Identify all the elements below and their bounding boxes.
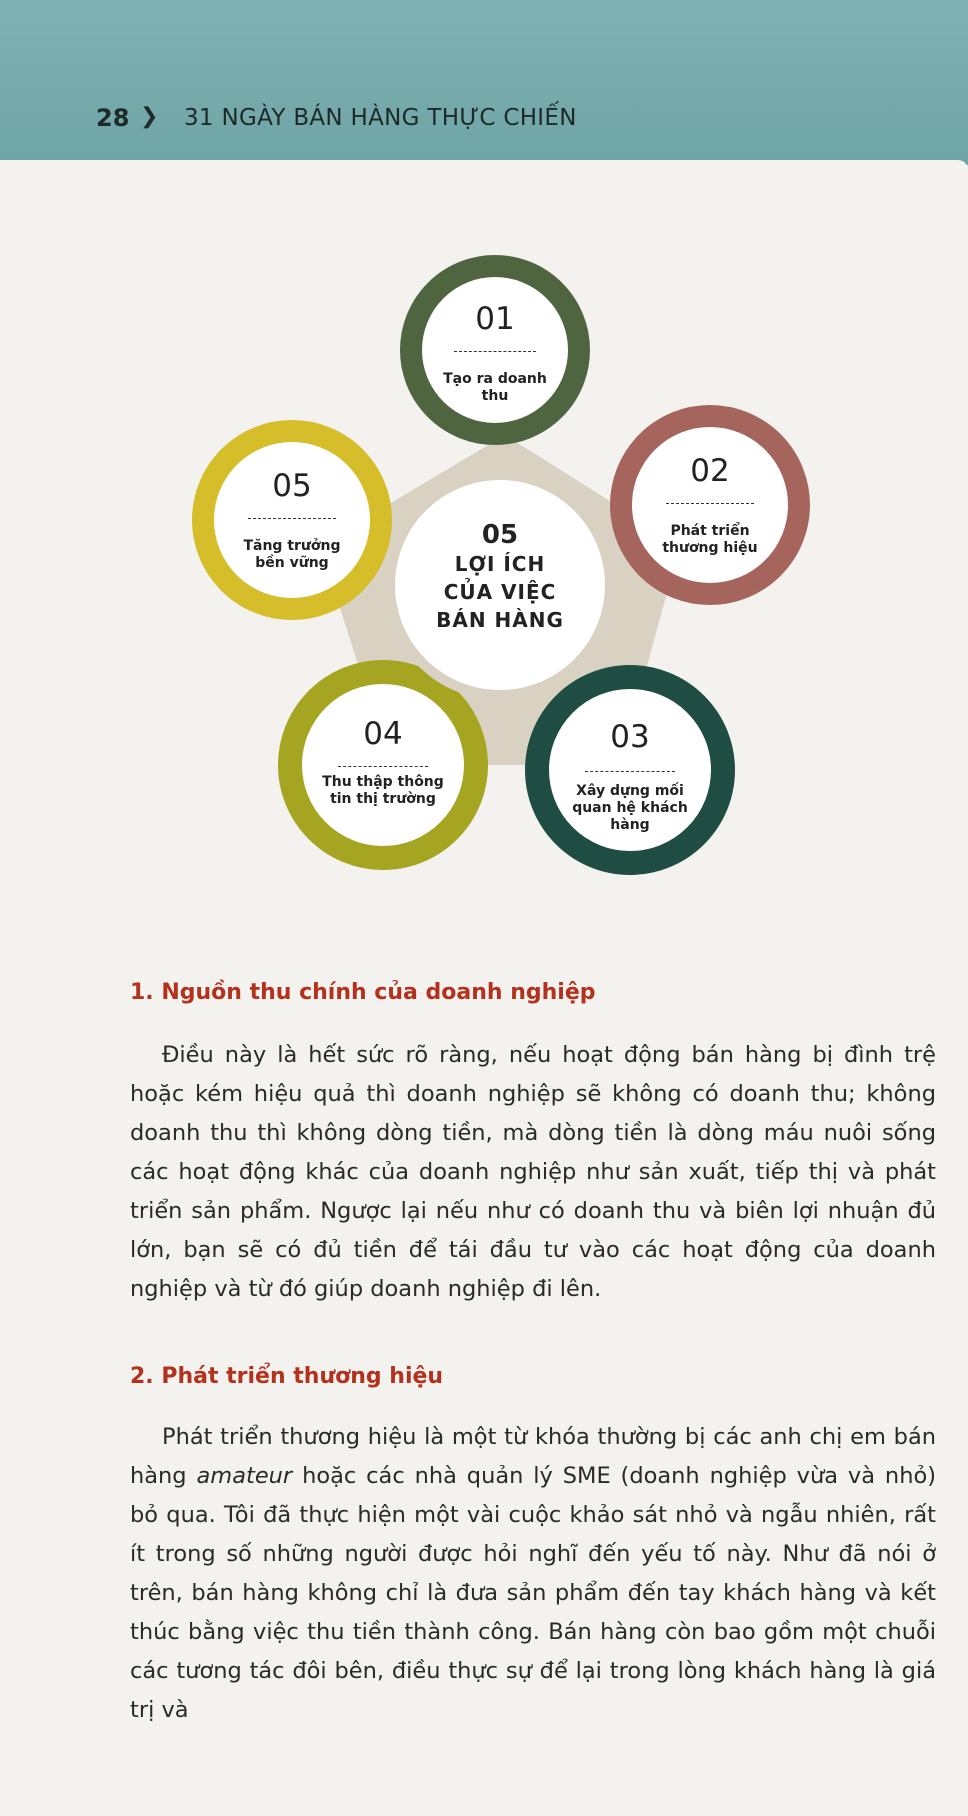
benefit-label: Thu thập thông tin thị trường [322, 774, 444, 807]
divider-line [248, 518, 335, 519]
center-number: 05 [481, 520, 519, 550]
divider-line [454, 351, 536, 352]
benefit-number: 05 [272, 468, 312, 504]
page-number: 28 [96, 104, 130, 132]
benefits-diagram [190, 245, 820, 905]
book-title: 31 NGÀY BÁN HÀNG THỰC CHIẾN [184, 105, 577, 131]
benefit-label: Tạo ra doanh thu [443, 371, 547, 404]
center-circle [385, 470, 615, 700]
section-1-paragraph: Điều này là hết sức rõ ràng, nếu hoạt động bán hàng bị đình trệ hoặc kém hiệu quả thì doanh nghiệp sẽ không có doanh thu; không doanh thu thì không dòng tiền, mà dòng tiền là dòng máu nuôi sống các hoạt động khác của doanh nghiệp như sản xuất, tiếp thị và phát triển sản phẩm. Ngược lại nếu như có doanh thu và biên lợi nhuận đủ lớn, bạn sẽ có đủ tiền để tái đầu tư vào các hoạt động của doanh nghiệp và từ đó giúp doanh nghiệp đi lên. [130, 1042, 936, 1302]
center-line-1: LỢI ÍCH [454, 552, 546, 576]
benefit-item-01 [400, 255, 590, 445]
center-line-3: BÁN HÀNG [436, 608, 564, 632]
benefit-label: Tăng trưởng bền vững [243, 538, 341, 571]
section-2-text-a: Phát triển thương hiệu là một từ khóa thường bị các anh chị em bán hàng [130, 1424, 936, 1489]
section-1-heading: 1. Nguồn thu chính của doanh nghiệp [130, 980, 596, 1005]
benefit-number: 03 [610, 719, 650, 755]
benefit-label: Phát triển thương hiệu [662, 523, 758, 556]
page-header [0, 0, 968, 165]
section-2-italic: amateur [196, 1463, 293, 1489]
benefit-label: Xây dựng mối quan hệ khách hàng [572, 783, 688, 833]
section-2-text-b: hoặc các nhà quản lý SME (doanh nghiệp vừa và nhỏ) bỏ qua. Tôi đã thực hiện một vài cuộc khảo sát nhỏ và ngẫu nhiên, rất ít trong số những người được hỏi nghĩ đến yếu tố này. Như đã nói ở trên, bán hàng không chỉ là đưa sản phẩm đến tay khách hàng và kết thúc bằng việc thu tiền thành công. Bán hàng còn bao gồm một chuỗi các tương tác đôi bên, điều thực sự để lại trong lòng khách hàng là giá trị và [130, 1463, 937, 1723]
divider-line [666, 503, 753, 504]
benefit-item-02 [610, 405, 810, 605]
divider-line [585, 771, 676, 772]
benefit-number: 02 [690, 453, 730, 489]
benefit-number: 01 [475, 301, 515, 337]
benefit-item-03 [525, 665, 735, 875]
benefit-item-05 [192, 420, 392, 620]
section-2-paragraph [130, 1418, 936, 1730]
benefit-number: 04 [363, 716, 403, 752]
section-2-heading: 2. Phát triển thương hiệu [130, 1364, 444, 1389]
center-line-2: CỦA VIỆC [443, 580, 557, 604]
divider-line [338, 766, 429, 767]
chevron-right-icon: ❯ [140, 104, 159, 129]
